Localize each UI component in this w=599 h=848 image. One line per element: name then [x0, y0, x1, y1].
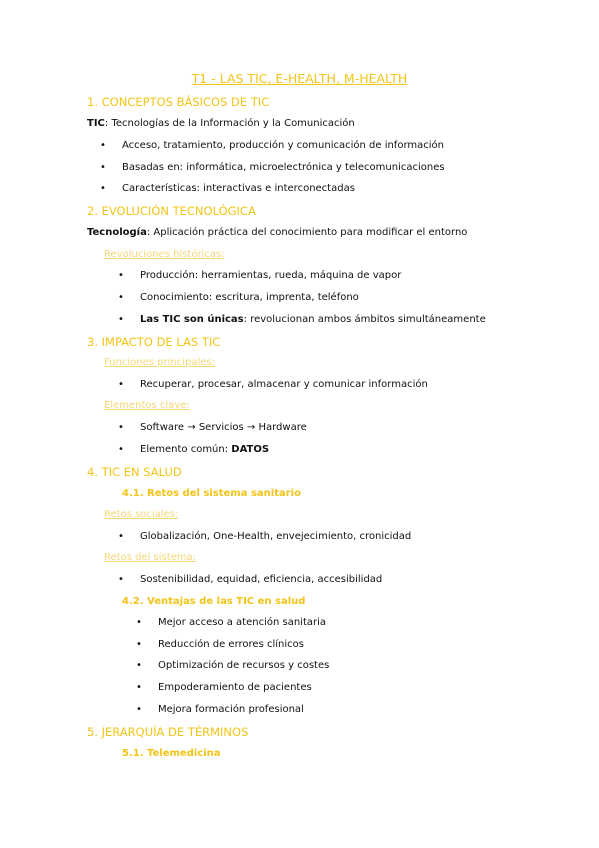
- list-item-text: Elemento común:: [140, 444, 232, 455]
- list-item-text: Software → Servicios → Hardware: [140, 422, 307, 433]
- list-item: [118, 379, 428, 390]
- section-1-heading: 1. CONCEPTOS BÁSICOS DE TIC: [87, 95, 270, 109]
- list-item-bold: Las TIC son únicas: [140, 314, 244, 325]
- list-item: [136, 682, 312, 693]
- list-item-text: Optimización de recursos y costes: [158, 660, 330, 671]
- list-item-text: Empoderamiento de pacientes: [158, 682, 312, 693]
- list-item: [118, 531, 412, 542]
- bullet-icon: •: [136, 660, 142, 671]
- subheading-retos-sistema: Retos del sistema:: [104, 552, 197, 563]
- list-item-text: : revolucionan ambos ámbitos simultáneamente: [243, 314, 486, 325]
- list-item: [118, 422, 307, 433]
- list-item-text: Producción: herramientas, rueda, máquina de vapor: [140, 270, 402, 281]
- list-item-text: Basadas en: informática, microelectrónica y telecomunicaciones: [122, 162, 445, 173]
- list-item: [100, 162, 445, 173]
- bullet-icon: •: [118, 574, 124, 585]
- bullet-icon: •: [118, 379, 124, 390]
- list-item-text: Mejor acceso a atención sanitaria: [158, 617, 327, 628]
- list-item: [136, 704, 304, 715]
- list-item: [136, 639, 304, 650]
- list-item: [136, 617, 327, 628]
- list-item: [118, 444, 270, 455]
- list-item: [118, 270, 402, 281]
- tecnologia-term: Tecnología: [87, 227, 147, 238]
- bullet-icon: •: [118, 270, 124, 281]
- list-item: [118, 292, 359, 303]
- bullet-icon: •: [136, 682, 142, 693]
- tic-definition-text: : Tecnologías de la Información y la Comunicación: [104, 118, 355, 129]
- list-item: [118, 314, 486, 325]
- tic-term: TIC: [87, 118, 105, 129]
- section-2-heading: 2. EVOLUCIÓN TECNOLÓGICA: [87, 204, 256, 218]
- section-5-heading: 5. JERARQUÍA DE TÉRMINOS: [87, 725, 249, 739]
- subheading-elementos: Elementos clave:: [104, 400, 190, 411]
- bullet-icon: •: [100, 140, 106, 151]
- section-3-heading: 3. IMPACTO DE LAS TIC: [87, 335, 221, 349]
- list-item-text: Globalización, One-Health, envejecimiento, cronicidad: [140, 531, 412, 542]
- subheading-retos-sociales: Retos sociales:: [104, 509, 179, 520]
- bullet-icon: •: [136, 617, 142, 628]
- list-item: [100, 140, 444, 151]
- bullet-icon: •: [136, 704, 142, 715]
- list-item-text: Reducción de errores clínicos: [158, 639, 304, 650]
- list-item-text: Conocimiento: escritura, imprenta, teléfono: [140, 292, 359, 303]
- bullet-icon: •: [100, 162, 106, 173]
- bullet-icon: •: [136, 639, 142, 650]
- subheading-funciones: Funciones principales:: [104, 357, 215, 368]
- list-item: [136, 660, 330, 671]
- bullet-icon: •: [118, 422, 124, 433]
- section-4-heading: 4. TIC EN SALUD: [87, 465, 182, 479]
- list-item: [100, 183, 355, 194]
- list-item-text: Recuperar, procesar, almacenar y comunicar información: [140, 379, 428, 390]
- subsection-5-1-heading: 5.1. Telemedicina: [122, 748, 221, 759]
- bullet-icon: •: [100, 183, 106, 194]
- list-item-text: Sostenibilidad, equidad, eficiencia, accesibilidad: [140, 574, 383, 585]
- list-item: [118, 574, 383, 585]
- list-item-bold: DATOS: [231, 444, 270, 455]
- tecnologia-definition: [87, 227, 467, 238]
- subheading-revoluciones: Revoluciones históricas:: [104, 249, 225, 260]
- subsection-4-2-heading: 4.2. Ventajas de las TIC en salud: [122, 596, 306, 607]
- bullet-icon: •: [118, 531, 124, 542]
- list-item-text: Mejora formación profesional: [158, 704, 304, 715]
- subsection-4-1-heading: 4.1. Retos del sistema sanitario: [122, 488, 301, 499]
- document-title: T1 - LAS TIC, E-HEALTH, M-HEALTH: [191, 71, 408, 86]
- list-item-text: Acceso, tratamiento, producción y comunicación de información: [122, 140, 444, 151]
- tic-definition: [87, 118, 355, 129]
- tecnologia-definition-text: : Aplicación práctica del conocimiento para modificar el entorno: [146, 227, 468, 238]
- bullet-icon: •: [118, 314, 124, 325]
- bullet-icon: •: [118, 292, 124, 303]
- bullet-icon: •: [118, 444, 124, 455]
- list-item-text: Características: interactivas e interconectadas: [122, 183, 355, 194]
